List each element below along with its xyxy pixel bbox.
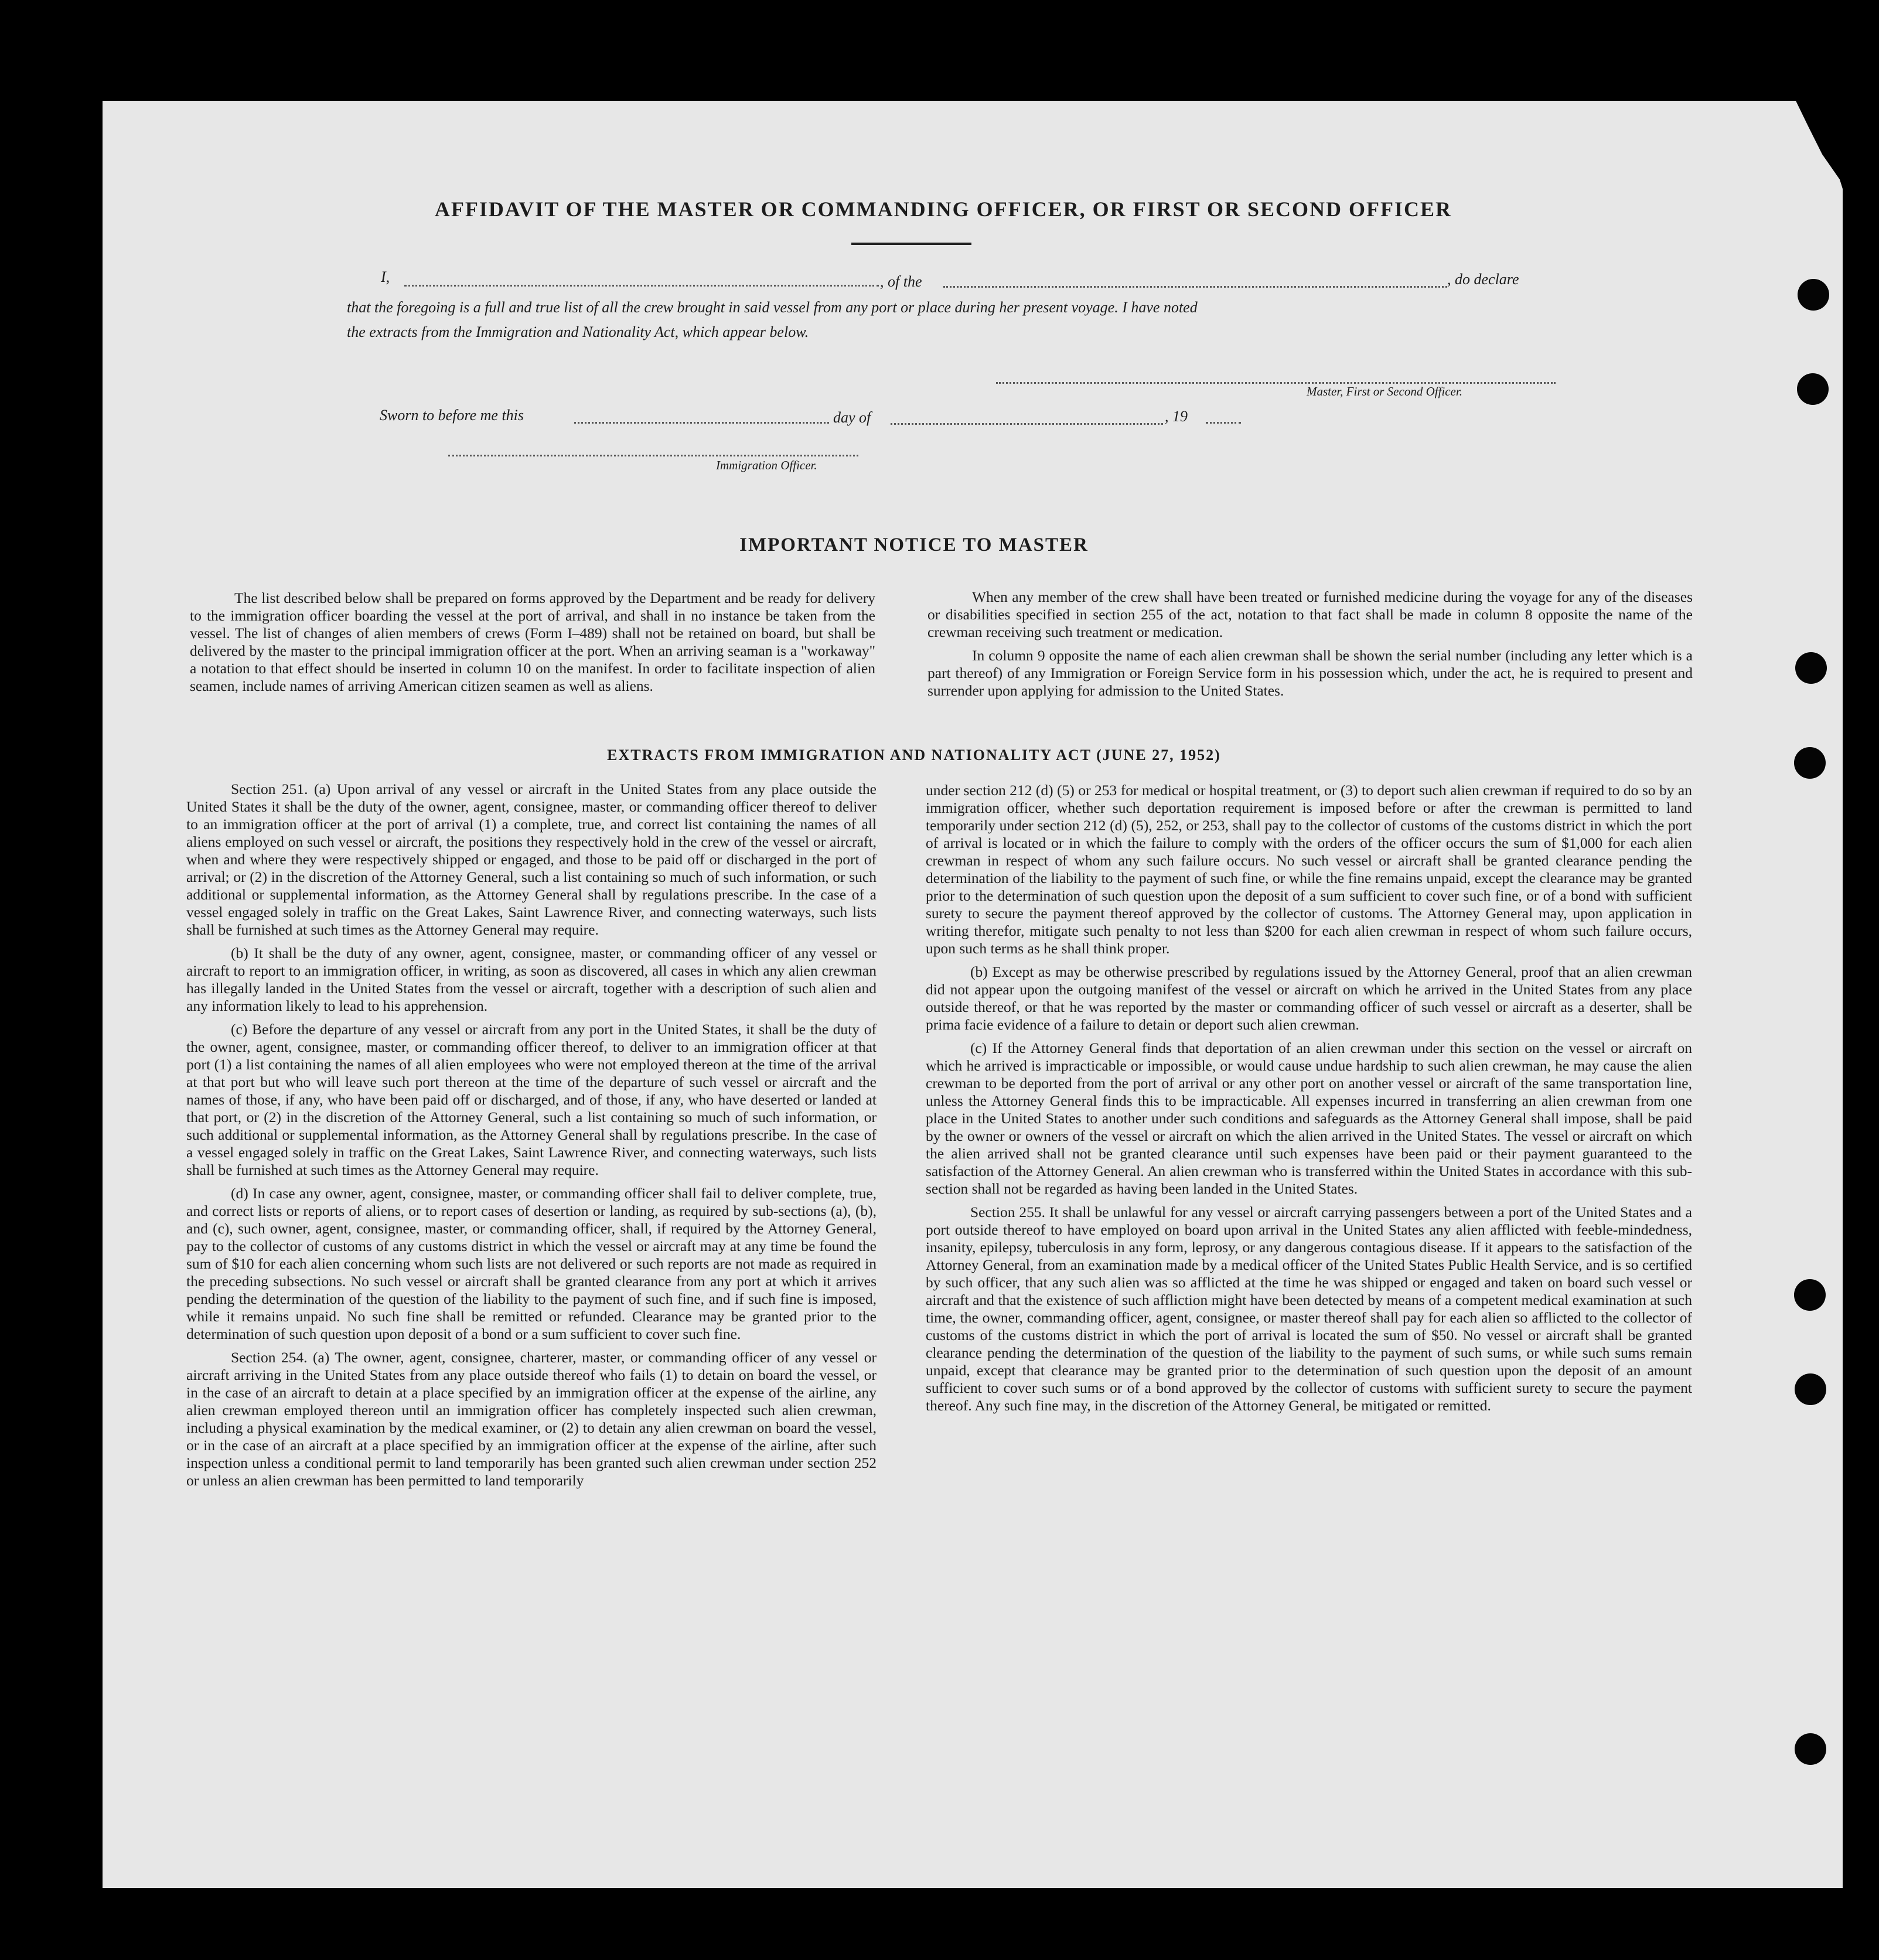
sworn-year-field[interactable] <box>1206 422 1241 424</box>
extracts-right-column <box>926 782 1692 1414</box>
officer-signature-field[interactable] <box>448 455 858 456</box>
statute-paragraph: (b) It shall be the duty of any owner, agent, consignee, master, or commanding officer of any vessel or aircraft to report to an immigration officer, in writing, as soon as discovered, all cases in which any alien crewman has illegally landed in the United States from the vessel or aircraft, together with a description of such alien and any information likely to lead to his apprehension. <box>186 945 877 1014</box>
day-of-label: day of <box>833 409 871 426</box>
of-the-label: , of the <box>880 273 922 290</box>
sworn-label: Sworn to before me this <box>380 407 524 424</box>
master-signature-label: Master, First or Second Officer. <box>1307 384 1462 398</box>
master-signature-field[interactable] <box>996 382 1556 384</box>
punch-hole-icon <box>1795 1733 1826 1765</box>
vessel-field[interactable] <box>943 286 1447 288</box>
declaration-line-2: the extracts from the Immigration and Nationality Act, which appear below. <box>347 323 809 340</box>
notice-paragraph: The list described below shall be prepared on forms approved by the Department and be ready for delivery to the immigration officer boarding the vessel at the port of arrival, and shall in no instance be taken from the vessel. The list of changes of alien members of crews (Form I–489) shall not be retained on board, but shall be delivered by the master to the principal immigration officer at the port. When an arriving seaman is a "workaway" a notation to that effect should be inserted in column 10 on the manifest. In order to facilitate inspection of alien seamen, include names of arriving American citizen seamen as well as aliens. <box>190 589 875 694</box>
statute-paragraph: (c) If the Attorney General finds that deportation of an alien crewman under this section on the vessel or aircraft on which he arrived is impracticable or impossible, or would cause undue hardship to such alien crewman, he may cause the alien crewman to be deported from the port of arrival or any other port on another vessel or aircraft of the same transportation line, unless the Attorney General finds this to be impracticable. All expenses incurred in transferring an alien crewman from one place in the United States to another under such conditions and safeguards as the Attorney General shall impose, shall be paid by the owner or owners of the vessel or aircraft on which the alien arrived in the United States. The vessel or aircraft on which the alien arrived shall not be granted clearance until such expenses have been paid or their payment guaranteed to the satisfaction of the Attorney General. An alien crewman who is transferred within the United States in accordance with this sub-section shall not be regarded as having been landed in the United States. <box>926 1039 1692 1197</box>
punch-hole-icon <box>1794 1279 1826 1311</box>
sworn-month-field[interactable] <box>891 423 1163 425</box>
year-label: , 19 <box>1165 408 1188 425</box>
notice-title: IMPORTANT NOTICE TO MASTER <box>739 534 1089 555</box>
statute-paragraph: Section 255. It shall be unlawful for any vessel or aircraft carrying passengers between a port of the United States and a port outside thereof to have employed on board upon arrival in the United States any alien afflicted with feeble-mindedness, insanity, epilepsy, tuberculosis in any form, leprosy, or any dangerous contagious disease. If it appears to the satisfaction of the Attorney General, from an examination made by a medical officer of the United States Public Health Service, and is so certified by such officer, that any such alien was so afflicted at the time he was shipped or engaged and taken on board such vessel or aircraft and that the existence of such affliction might have been detected by means of a competent medical examination at such time, the owner, commanding officer, agent, consignee, or master thereof shall pay for each alien so afflicted to the collector of customs of the customs district in which the port of arrival is located the sum of $50. No vessel or aircraft shall be granted clearance pending the determination of the question of the liability to the payment of such sums, or while such sums remain unpaid, except that clearance may be granted prior to the determination of such question upon the deposit of an amount sufficient to cover such sums or of a bond approved by the collector of customs with sufficient surety to secure the payment thereof. Any such fine may, in the discretion of the Attorney General, be mitigated or remitted. <box>926 1204 1692 1414</box>
punch-hole-icon <box>1797 373 1829 405</box>
statute-paragraph: (c) Before the departure of any vessel or aircraft from any port in the United States, it shall be the duty of the owner, agent, consignee, master, or commanding officer thereof, to deliver to an immigration officer at that port (1) a list containing the names of all alien employees who were not employed thereon at the time of the arrival at that port but who will leave such port thereon at the time of the departure of such vessel or aircraft and the names of those, if any, who have been paid off or discharged, and of those, if any, who have deserted or landed at that port, or (2) in the discretion of the Attorney General, such a list containing so much of such information, or such additional or supplemental information, as the Attorney General shall by regulations prescribe. In the case of a vessel engaged solely in traffic on the Great Lakes, Saint Lawrence River, and connecting waterways, such lists shall be furnished at such times as the Attorney General may require. <box>186 1021 877 1178</box>
extracts-title: EXTRACTS FROM IMMIGRATION AND NATIONALITY ACT (JUNE 27, 1952) <box>607 746 1221 763</box>
name-field[interactable] <box>404 285 879 287</box>
statute-paragraph: (d) In case any owner, agent, consignee, master, or commanding officer shall fail to deliver complete, true, and correct lists or reports of aliens, or to report cases of desertion or landing, as required by sub-sections (a), (b), and (c), such owner, agent, consignee, master, or commanding officer, shall, if required by the Attorney General, pay to the collector of customs of any customs district in which the vessel or aircraft may at any time be found the sum of $10 for each alien concerning whom such lists are not delivered or such reports are not made as required in the preceding subsections. No such vessel or aircraft shall be granted clearance from any port at which it arrives pending the determination of the question of the liability to the payment of such fine, and if such fine is imposed, while it remains unpaid. No such fine shall be remitted or refunded. Clearance may be granted prior to the determination of such question upon deposit of a bond or a sum sufficient to cover such fine. <box>186 1185 877 1342</box>
punch-hole-icon <box>1798 279 1829 311</box>
declaration-line-1: that the foregoing is a full and true list of all the crew brought in said vessel from any port or place during her present voyage. I have noted <box>347 299 1198 316</box>
punch-hole-icon <box>1794 747 1826 779</box>
statute-paragraph: under section 212 (d) (5) or 253 for medical or hospital treatment, or (3) to deport such alien crewman if required to do so by an immigration officer, whether such deportation requirement is imposed before or after the crewman is permitted to land temporarily under section 212 (d) (5), 252, or 253, shall pay to the collector of customs of the customs district in which the port of arrival is located or in which the failure to comply with the orders of the officer occurs the sum of $1,000 for each alien crewman in respect of whom any such failure occurs. No such vessel or aircraft shall be granted clearance pending the determination of the liability to the payment of such fine, or while the fine remains unpaid, except the clearance may be granted prior to the determination of such question upon the deposit of a sum sufficient to cover such fine, or of a bond with sufficient surety to secure the payment thereof approved by the collector of customs. The Attorney General may, upon application in writing therefor, mitigate such penalty to not less than $200 for each alien crewman in respect of whom such failure occurs, upon such terms as he shall think proper. <box>926 782 1692 957</box>
punch-hole-icon <box>1795 1373 1826 1405</box>
statute-paragraph: (b) Except as may be otherwise prescribed by regulations issued by the Attorney General, proof that an alien crewman did not appear upon the outgoing manifest of the vessel or aircraft on which he arrived in the United States from any place outside thereof, or that he was reported by the master or commanding officer of such vessel or aircraft as a deserter, shall be prima facie evidence of a failure to detain or deport such alien crewman. <box>926 963 1692 1033</box>
officer-signature-label: Immigration Officer. <box>716 458 817 472</box>
statute-paragraph: Section 251. (a) Upon arrival of any vessel or aircraft in the United States from any place outside the United States it shall be the duty of the owner, agent, consignee, master, or commanding officer thereof to deliver to an immigration officer at the port of arrival (1) a complete, true, and correct list containing the names of all aliens employed on such vessel or aircraft, the positions they respectively hold in the crew of the vessel or aircraft, when and where they were respectively shipped or engaged, and those to be paid off or discharged in the port of arrival; or (2) in the discretion of the Attorney General, such a list containing so much of such information, or such additional or supplemental information, as the Attorney General shall by regulations prescribe. In the case of a vessel engaged solely in traffic on the Great Lakes, Saint Lawrence River, and connecting waterways, such lists shall be furnished at such times as the Attorney General may require. <box>186 780 877 938</box>
i-label: I, <box>381 268 390 285</box>
statute-paragraph: Section 254. (a) The owner, agent, consignee, charterer, master, or commanding officer of any vessel or aircraft arriving in the United States from any place outside thereof who fails (1) to detain on board the vessel, or in the case of an aircraft to detain at a place specified by an immigration officer at the expense of the airline, any alien crewman employed thereon until an immigration officer has completely inspected such alien crewman, including a physical examination by the medical examiner, or (2) to detain any alien crewman on board the vessel, or in the case of an aircraft at a place specified by an immigration officer at the expense of the airline, after such inspection unless a conditional permit to land temporarily has been granted such alien crewman under section 252 or unless an alien crewman has been permitted to land temporarily <box>186 1349 877 1489</box>
title-rule <box>851 243 971 245</box>
notice-paragraph: In column 9 opposite the name of each alien crewman shall be shown the serial number (including any letter which is a part thereof) of any Immigration or Foreign Service form in his possession which, under the act, he is required to present and surrender upon applying for admission to the United States. <box>927 647 1693 699</box>
extracts-left-column <box>186 780 877 1489</box>
do-declare-label: , do declare <box>1447 271 1519 288</box>
punch-hole-icon <box>1795 652 1827 684</box>
notice-left-column <box>190 589 875 695</box>
notice-paragraph: When any member of the crew shall have been treated or furnished medicine during the voyage for any of the diseases or disabilities specified in section 255 of the act, notation to that fact shall be made in column 8 opposite the name of the crewman receiving such treatment or medication. <box>927 588 1693 640</box>
sworn-day-field[interactable] <box>574 422 829 424</box>
notice-right-column <box>927 588 1693 700</box>
affidavit-title: AFFIDAVIT OF THE MASTER OR COMMANDING OFFICER, OR FIRST OR SECOND OFFICER <box>434 197 1452 221</box>
